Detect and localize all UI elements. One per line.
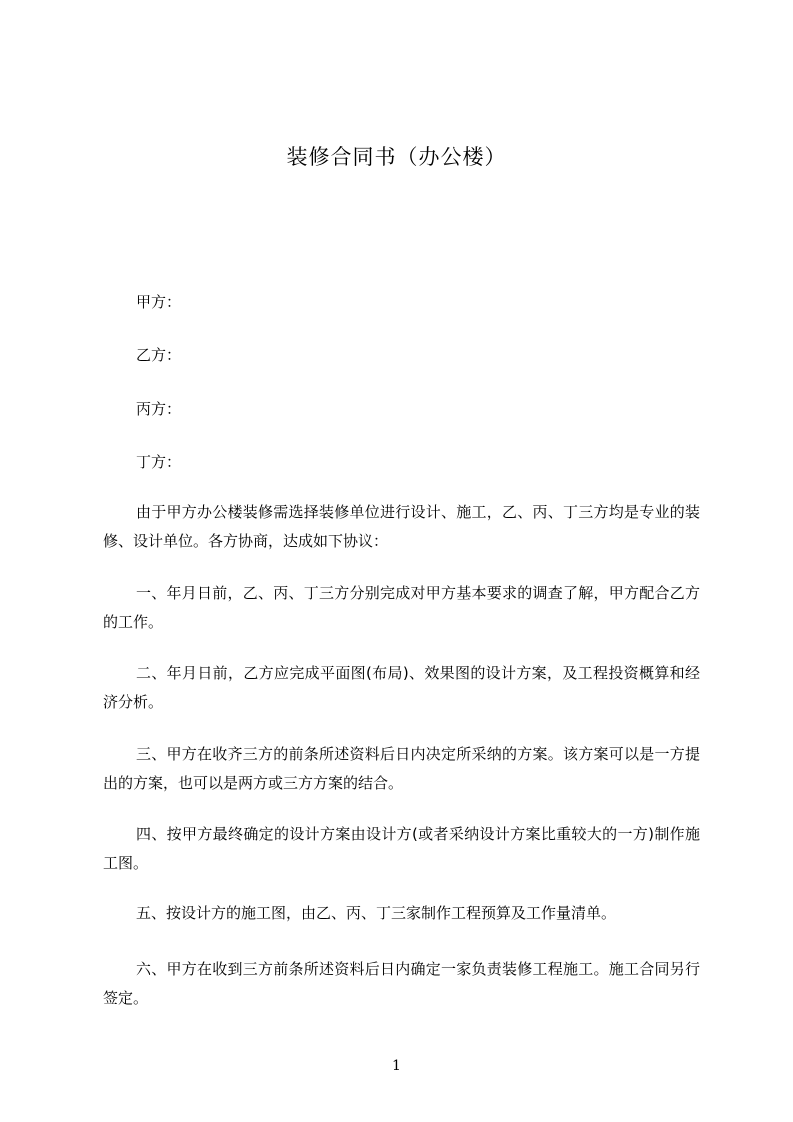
clause-5: 五、按设计方的施工图，由乙、丙、丁三家制作工程预算及工作量清单。 <box>136 904 617 922</box>
party-a-label: 甲方： <box>136 293 182 311</box>
intro-paragraph: 由于甲方办公楼装修需选择装修单位进行设计、施工，乙、丙、丁三方均是专业的装修、设计单位。各方协商，达成如下协议： <box>103 503 700 550</box>
clause-3: 三、甲方在收齐三方的前条所述资料后日内决定所采纳的方案。该方案可以是一方提出的方案，也可以是两方或三方方案的结合。 <box>103 745 700 792</box>
clause-6: 六、甲方在收到三方前条所述资料后日内确定一家负责装修工程施工。施工合同另行签定。 <box>103 960 700 1007</box>
party-d-label: 丁方： <box>136 453 182 471</box>
document-title: 装修合同书（办公楼） <box>286 145 507 169</box>
party-c-label: 丙方： <box>136 400 182 418</box>
page-number: 1 <box>392 1058 401 1074</box>
party-b-label: 乙方： <box>136 346 182 364</box>
clause-2: 二、年月日前，乙方应完成平面图(布局)、效果图的设计方案，及工程投资概算和经济分析。 <box>103 664 700 711</box>
clause-1: 一、年月日前，乙、丙、丁三方分别完成对甲方基本要求的调查了解，甲方配合乙方的工作。 <box>103 584 700 631</box>
clause-4: 四、按甲方最终确定的设计方案由设计方(或者采纳设计方案比重较大的一方)制作施工图。 <box>103 825 700 872</box>
